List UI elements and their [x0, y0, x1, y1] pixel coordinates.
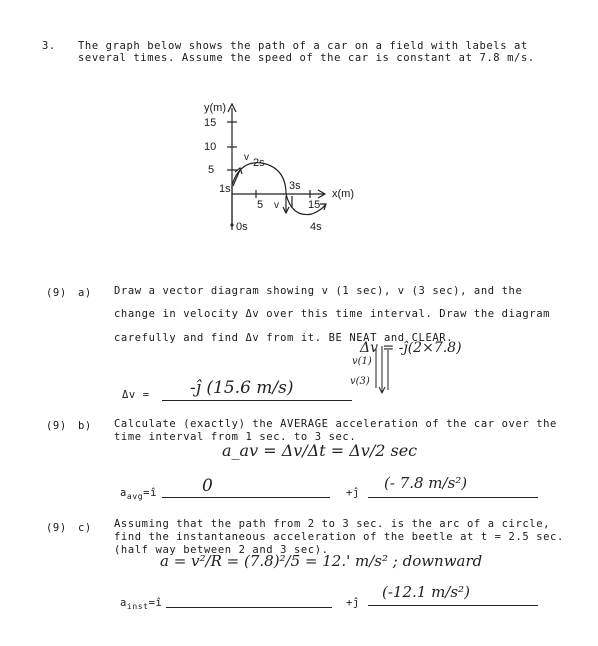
time-label-0s: 0s — [236, 221, 248, 233]
time-label-3s: 3s — [289, 180, 301, 192]
part-c-ax-sub: inst — [126, 602, 149, 612]
part-c-ax-suffix: =î — [148, 597, 163, 609]
part-a-diagram-work: Δv = -ĵ(2×7.8) — [360, 340, 462, 356]
part-b-ay-line — [368, 497, 538, 498]
part-a-letter: a) — [78, 287, 92, 299]
part-c-ax-symbol: a — [120, 597, 127, 609]
part-b-ax-sub: avg — [126, 492, 144, 502]
y-tick-10: 10 — [204, 141, 217, 153]
time-label-1s: 1s — [219, 183, 231, 195]
problem-line-2: several times. Assume the speed of the car is constant at 7.8 m/s. — [78, 52, 535, 64]
time-label-4s: 4s — [310, 221, 322, 233]
part-c-line-1: Assuming that the path from 2 to 3 sec. is the arc of a circle, — [114, 518, 551, 530]
y-tick-15: 15 — [204, 117, 217, 129]
part-b-ay-answer: (- 7.8 m/s²) — [384, 474, 468, 492]
x-tick-15: 15 — [308, 199, 321, 211]
part-a-line-2: change in velocity Δv over this time interval. Draw the diagram — [114, 308, 551, 320]
part-a-answer-line — [162, 400, 352, 401]
part-a-answer-label: Δv = — [122, 389, 150, 401]
y-tick-5: 5 — [208, 164, 215, 176]
part-b-points: (9) — [46, 420, 67, 432]
problem-line-1: The graph below shows the path of a car on a field with labels at — [78, 40, 528, 52]
part-a-v1-label: v(1) — [352, 356, 372, 367]
part-b-ax-suffix: =î — [143, 487, 158, 499]
part-c-formula: a = v²/R = (7.8)²/5 = 12.' m/s² ; downward — [160, 552, 483, 570]
part-c-line-2: find the instantaneous acceleration of the beetle at t = 2.5 sec. — [114, 531, 564, 543]
part-b-ay-label: +ĵ — [346, 487, 360, 499]
part-a-answer: -ĵ (15.6 m/s) — [190, 378, 294, 398]
part-a-v3-label: v(3) — [350, 376, 370, 387]
x-axis-label: x(m) — [332, 188, 354, 200]
part-b-ax-label — [120, 487, 157, 501]
velocity-label-2: v — [274, 200, 279, 211]
part-b-line-2: time interval from 1 sec. to 3 sec. — [114, 431, 357, 443]
part-b-ax-symbol: a — [120, 487, 127, 499]
part-c-ax-label — [120, 597, 162, 611]
problem-number: 3. — [42, 40, 56, 52]
part-b-ax-line — [162, 497, 330, 498]
time-label-2s: 2s — [253, 157, 265, 169]
part-a-line-1: Draw a vector diagram showing v (1 sec), v (3 sec), and the — [114, 285, 523, 297]
part-a-line-3: carefully and find Δv from it. BE NEAT and CLEAR. — [114, 332, 454, 344]
part-c-line-3: (half way between 2 and 3 sec). — [114, 544, 329, 556]
part-c-points: (9) — [46, 522, 67, 534]
velocity-label-1: v — [244, 152, 249, 163]
part-b-line-1: Calculate (exactly) the AVERAGE acceleration of the car over the — [114, 418, 557, 430]
part-a-points: (9) — [46, 287, 67, 299]
part-c-ax-line — [166, 607, 332, 608]
part-c-ay-label: +ĵ — [346, 597, 360, 609]
part-b-ax-answer: 0 — [202, 476, 213, 496]
part-c-ay-answer: (-12.1 m/s²) — [382, 583, 470, 601]
part-b-formula: a_av = Δv/Δt = Δv/2 sec — [222, 441, 418, 460]
part-b-letter: b) — [78, 420, 92, 432]
part-c-letter: c) — [78, 522, 92, 534]
part-c-ay-line — [368, 605, 538, 606]
y-axis-label: y(m) — [204, 102, 226, 114]
x-tick-5: 5 — [257, 199, 264, 211]
